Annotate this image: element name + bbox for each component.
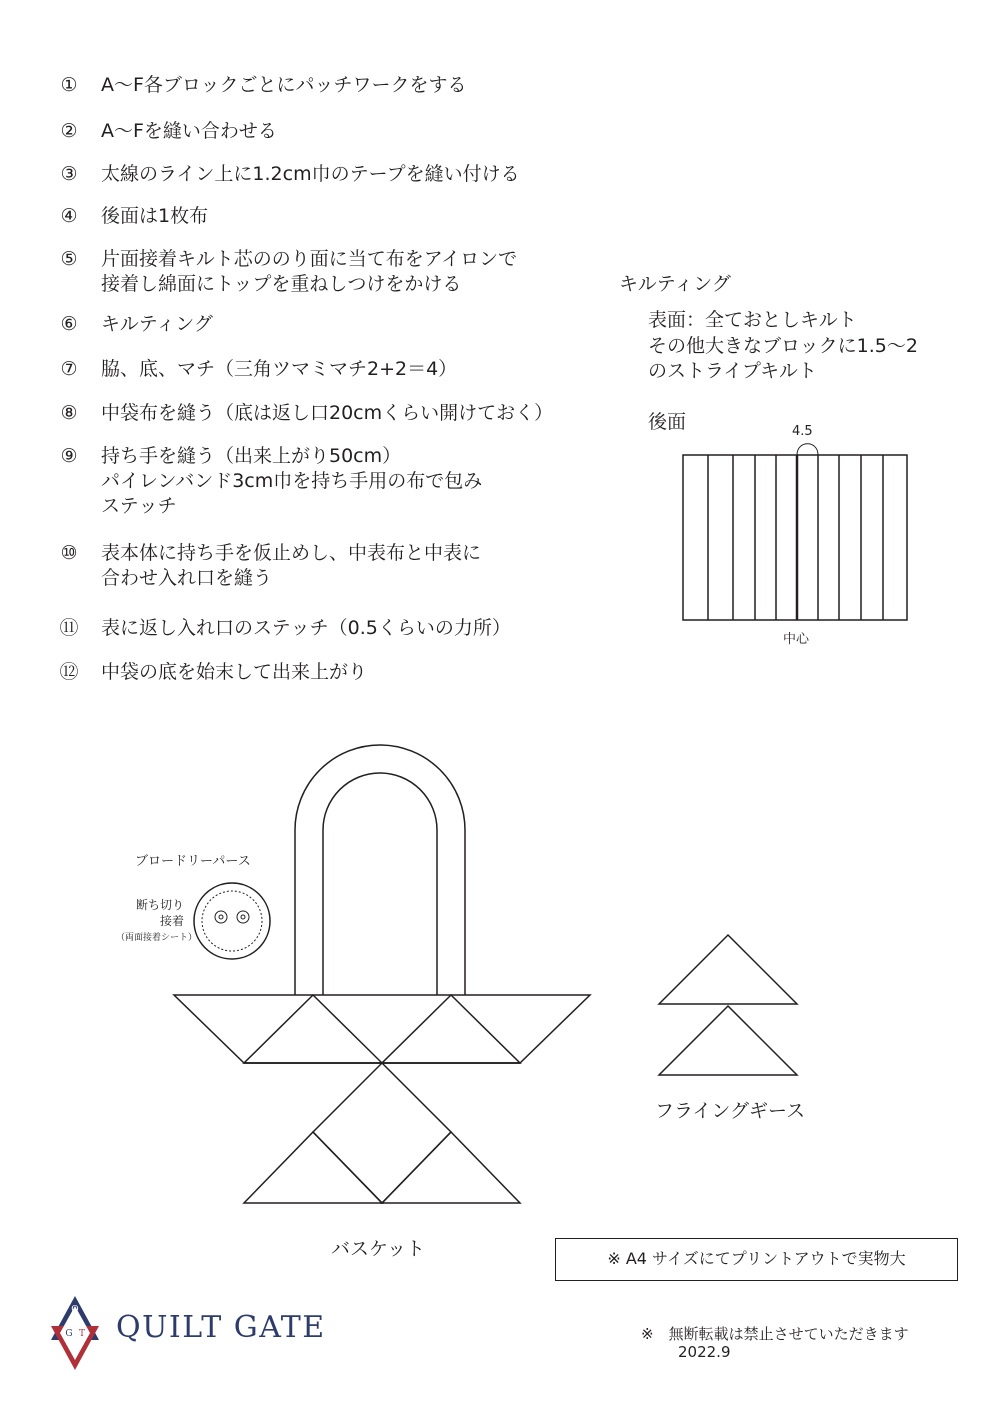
step-text: 太線のライン上に1.2cm巾のテープを縫い付ける <box>101 163 520 185</box>
logo-letter-q: Q <box>71 1305 79 1315</box>
step-text: 脇、底、マチ（三角ツマミマチ2+2＝4） <box>101 358 458 380</box>
step-number: ⑩ <box>60 542 78 564</box>
logo-letter-g: G <box>65 1329 73 1339</box>
center-label: 中心 <box>783 632 810 647</box>
quilting-title: キルティング <box>619 273 731 295</box>
step-number: ① <box>60 74 78 96</box>
step-number: ⑫ <box>59 661 79 683</box>
basket-diagram <box>174 995 590 1203</box>
step-text: 後面は1枚布 <box>101 205 209 227</box>
basket-label: バスケット <box>331 1238 426 1260</box>
step-text: A～Fを縫い合わせる <box>101 120 277 142</box>
stripe-width-label: 4.5 <box>792 424 813 439</box>
broderie-perse-label: ブロードリーパース <box>135 854 251 869</box>
quilting-front-line-1: 表面：全ておとしキルト <box>648 309 857 331</box>
cut-label: 断ち切り <box>136 898 185 912</box>
step-text: 中袋の底を始末して出来上がり <box>101 661 368 683</box>
logo-letter-t: T <box>78 1329 86 1339</box>
step-number: ⑪ <box>59 617 79 639</box>
fuse-sheet-label: （両面接着シート） <box>116 933 198 943</box>
step-number: ⑤ <box>60 248 78 270</box>
basket-handle <box>295 745 465 995</box>
step-number: ⑥ <box>60 313 78 335</box>
step-text: 表本体に持ち手を仮止めし、中表布と中表に 合わせ入れ口を縫う <box>101 542 482 589</box>
step-text: 片面接着キルト芯ののり面に当て布をアイロンで 接着し綿面にトップを重ねしつけをかける <box>101 248 518 295</box>
quilting-front-line-2: その他大きなブロックに1.5～2 <box>648 335 918 357</box>
print-notice: ※ A4 サイズにてプリントアウトで実物大 <box>555 1238 958 1281</box>
step-text: A～F各ブロックごとにパッチワークをする <box>101 74 467 96</box>
flying-geese-diagram <box>659 935 797 1075</box>
step-number: ③ <box>60 163 78 185</box>
step-number: ⑦ <box>60 358 78 380</box>
copyright-notice: ※ 無断転載は禁止させていただきます <box>641 1325 909 1343</box>
fuse-label: 接着 <box>160 914 185 928</box>
quilting-front-line-3: のストライプキルト <box>648 360 817 382</box>
step-number: ⑧ <box>60 402 78 424</box>
step-number: ⑨ <box>60 445 78 467</box>
date-label: 2022.9 <box>678 1343 731 1361</box>
back-panel-diagram <box>683 444 907 620</box>
step-text: 表に返し入れ口のステッチ（0.5くらいの力所） <box>101 617 511 639</box>
logo-wordmark: QUILT GATE <box>116 1310 326 1345</box>
quilt-gate-logo-icon <box>51 1296 99 1370</box>
step-text: 中袋布を縫う（底は返し口20cmくらい開けておく） <box>101 402 554 424</box>
step-text: 持ち手を縫う（出来上がり50cm） パイレンバンド3cm巾を持ち手用の布で包み ステッチ <box>101 445 483 517</box>
step-number: ② <box>60 120 78 142</box>
step-text: キルティング <box>101 313 213 335</box>
back-panel-title: 後面 <box>648 411 687 433</box>
broderie-perse-circle <box>194 883 270 959</box>
flying-geese-label: フライングギース <box>655 1100 806 1122</box>
step-number: ④ <box>60 205 78 227</box>
